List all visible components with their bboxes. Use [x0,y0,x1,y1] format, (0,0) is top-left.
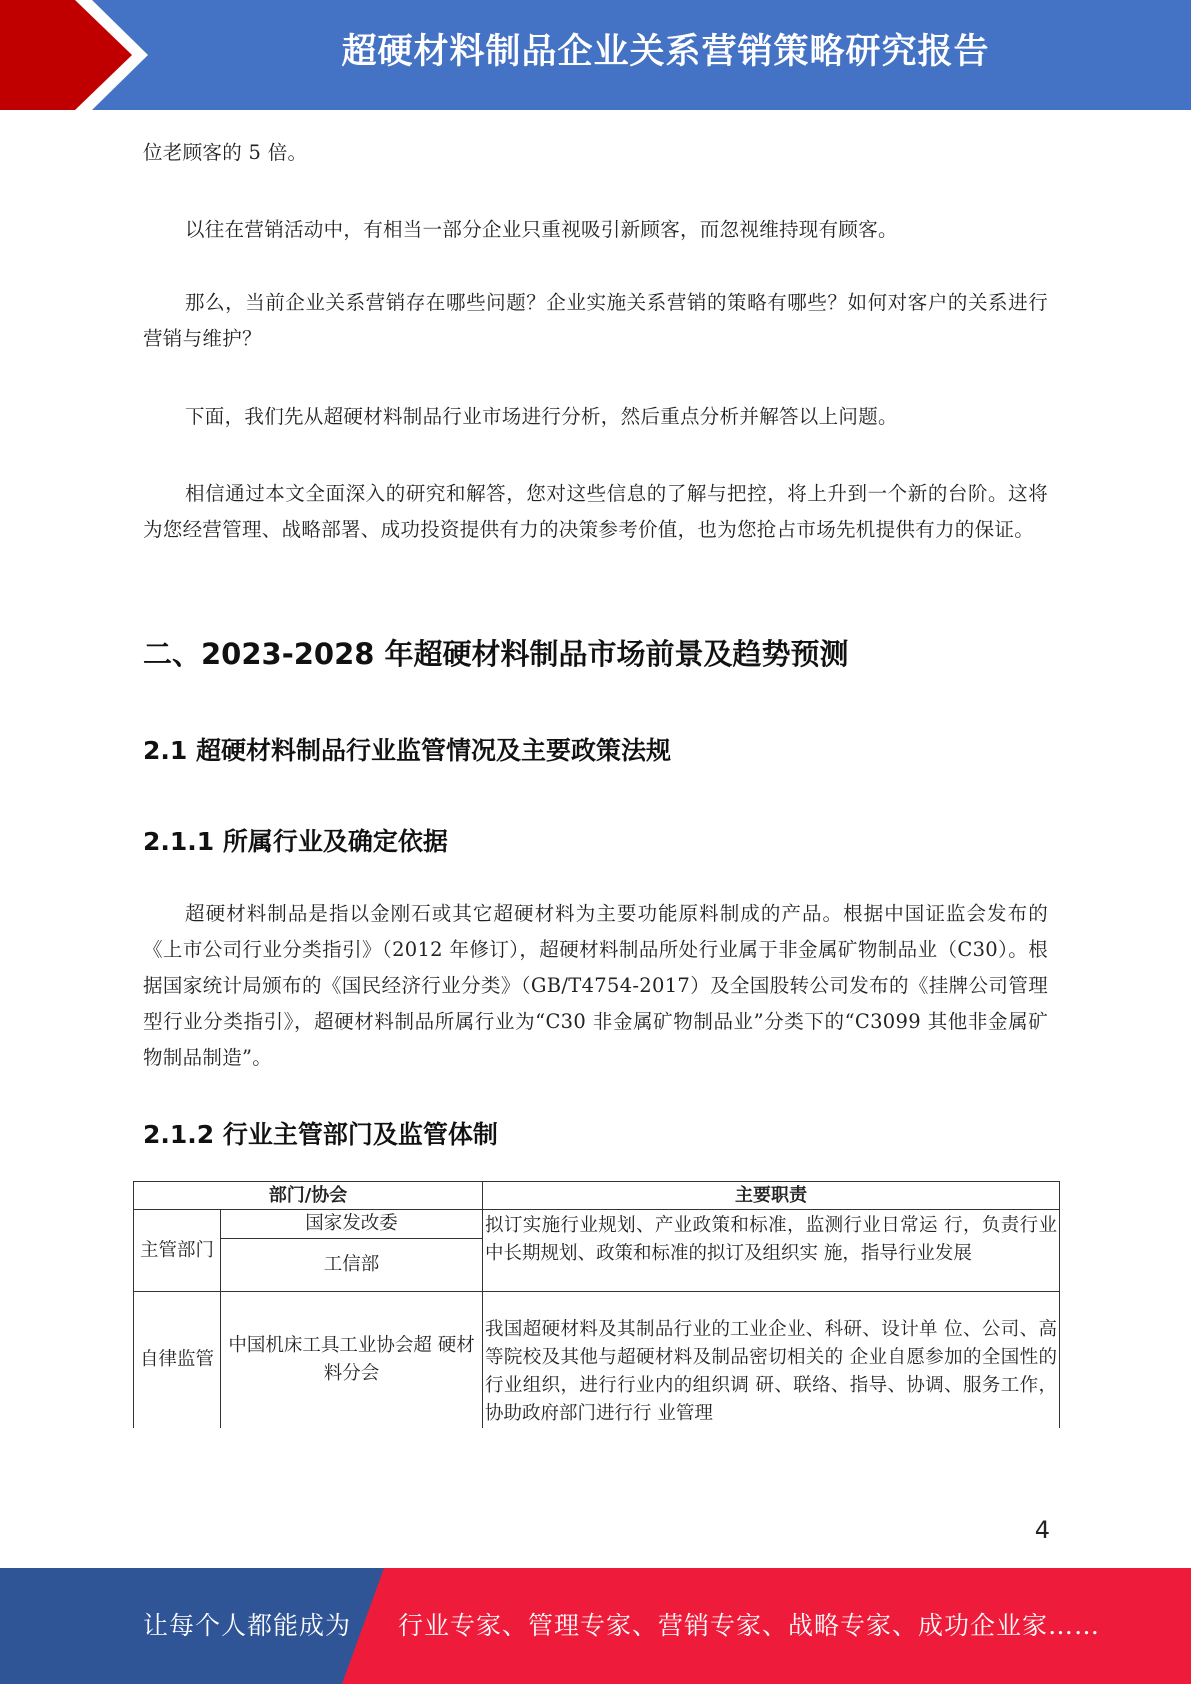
paragraph-value: 相信通过本文全面深入的研究和解答，您对这些信息的了解与把控，将上升到一个新的台阶。这将为您经营管理、战略部署、成功投资提供有力的决策参考价值，也为您抢占市场先机提供有力的保证。 [143,482,1048,541]
subsection-heading: 2.1 超硬材料制品行业监管情况及主要政策法规 [143,736,671,765]
footer-slogan-left: 让每个人都能成为 [143,1611,352,1640]
table-cell-category: 主管部门 [134,1210,221,1292]
table-row [134,1210,1060,1239]
table-cell-unit: 国家发改委 [221,1210,483,1239]
table-row [134,1292,1060,1429]
paragraph-new-customers: 以往在营销活动中，有相当一部分企业只重视吸引新顾客，而忽视维持现有顾客。 [185,218,898,241]
table-cell-duty: 我国超硬材料及其制品行业的工业企业、科研、设计单 位、公司、高等院校及其他与超硬材料及制品密切相关的 企业自愿参加的全国性的行业组织，进行行业内的组织调 研、联络、指导、协调、服务工作，协助政府部门进行行 业管理 [483,1292,1060,1429]
table-cell-unit: 中国机床工具工业协会超 硬材料分会 [221,1292,483,1429]
page-footer [0,1568,1191,1684]
table-header-duty: 主要职责 [483,1182,1060,1210]
paragraph-industry-definition: 超硬材料制品是指以金刚石或其它超硬材料为主要功能原料制成的产品。根据中国证监会发布的《上市公司行业分类指引》（2012 年修订），超硬材料制品所处行业属于非金属矿物制品业（C30）。根据国家统计局颁布的《国民经济行业分类》（GB/T4754-2017）及全国股转公司发布的《挂牌公司管理型行业分类指引》，超硬材料制品所属行业为“C30 非金属矿物制品业”分类下的“C3099 其他非金属矿物制品制造”。 [143,902,1048,1069]
subsubsection-heading-regulation: 2.1.2 行业主管部门及监管体制 [143,1120,498,1149]
section-heading: 二、2023-2028 年超硬材料制品市场前景及趋势预测 [143,637,849,671]
page-header [0,0,1191,110]
footer-slogan-right: 行业专家、管理专家、营销专家、战略专家、成功企业家…… [398,1611,1101,1640]
paragraph-analysis-intro: 下面，我们先从超硬材料制品行业市场进行分析，然后重点分析并解答以上问题。 [185,405,898,428]
header-title: 超硬材料制品企业关系营销策略研究报告 [341,32,990,72]
paragraph-questions: 那么，当前企业关系营销存在哪些问题？企业实施关系营销的策略有哪些？如何对客户的关系进行营销与维护？ [143,291,1048,350]
paragraph-continuation: 位老顾客的 5 倍。 [143,141,308,164]
page-number: 4 [1034,1516,1050,1544]
table-cell-category: 自律监管 [134,1292,221,1429]
table-header-dept: 部门/协会 [134,1182,483,1210]
regulation-table [133,1181,1060,1428]
header-chevron-red [0,0,132,110]
subsubsection-heading-industry: 2.1.1 所属行业及确定依据 [143,827,448,856]
table-cell-duty: 拟订实施行业规划、产业政策和标准，监测行业日常运 行，负责行业中长期规划、政策和标准的拟订及组织实 施，指导行业发展 [483,1210,1060,1292]
table-header-row [134,1182,1060,1210]
table-cell-unit: 工信部 [221,1239,483,1292]
